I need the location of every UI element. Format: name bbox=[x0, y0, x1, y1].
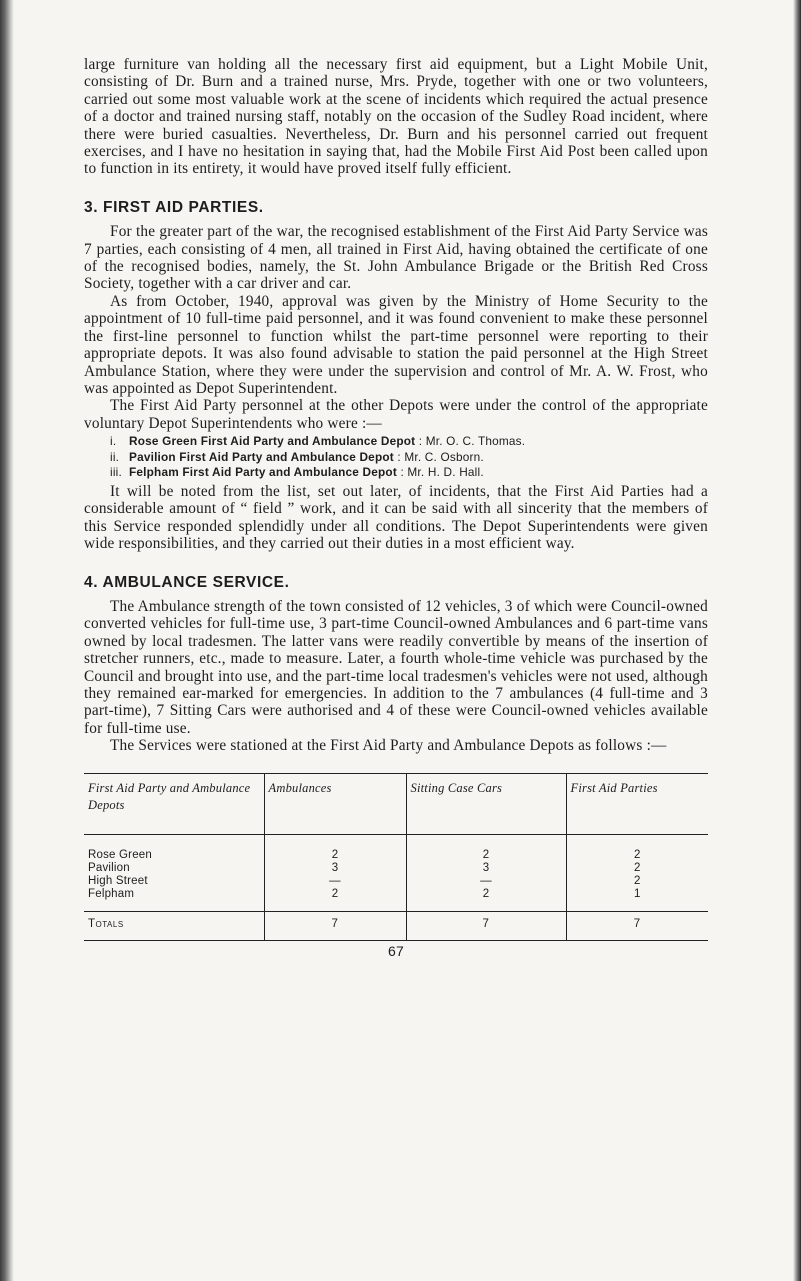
column-header-depots: First Aid Party and Ambulance Depots bbox=[84, 773, 264, 835]
table-row bbox=[84, 875, 708, 888]
total-sitting-cars: 7 bbox=[406, 912, 566, 941]
table-row bbox=[84, 888, 708, 912]
section-3-paragraph-2: As from October, 1940, approval was given by the Ministry of Home Security to the appointment of 10 full-time paid personnel, and it was found convenient to make these personnel the first-line personnel to function whilst the part-time personnel were reporting to their appropriate depots. It was also found advisable to station the paid personnel at the High Street Ambulance Station, where they were under the supervision and control of Mr. A. W. Frost, who was appointed as Depot Superintendent. bbox=[84, 292, 708, 397]
column-header-sitting-cars: Sitting Case Cars bbox=[406, 773, 566, 835]
totals-label: Totals bbox=[84, 912, 264, 941]
continued-paragraph: large furniture van holding all the necessary first aid equipment, but a Light Mobile Unit, consisting of Dr. Burn and a trained nurse, Mrs. Pryde, together with one or two volunteers, carried out some most valuable work at the scene of incidents which required the actual presence of a doctor and trained nursing staff, notably on the occasion of the Sudley Road incident, where there were buried casualties. Nevertheless, Dr. Burn and his personnel carried out frequent exercises, and I have no hesitation in saying that, had the Mobile First Aid Post been called upon to function in its entirety, it would have proved itself fully efficient. bbox=[84, 56, 708, 178]
scan-shadow-right bbox=[793, 0, 801, 1281]
parties-cell: 2 bbox=[566, 875, 708, 888]
depot-officer: : Mr. H. D. Hall. bbox=[400, 465, 484, 480]
list-numeral: iii. bbox=[110, 465, 122, 480]
depot-cell: High Street bbox=[88, 875, 148, 888]
parties-cell: 1 bbox=[566, 888, 708, 912]
section-3-paragraph-1: For the greater part of the war, the recognised establishment of the First Aid Party Service was 7 parties, each consisting of 4 men, all trained in First Aid, having obtained the certificate of one of the recognised bodies, namely, the St. John Ambulance Brigade or the British Red Cross Society, together with a car driver and car. bbox=[84, 223, 708, 293]
section-3-paragraph-4: It will be noted from the list, set out later, of incidents, that the First Aid Parties had a considerable amount of “ field ” work, and it can be said with all sincerity that the members of this Service responded splendidly under all conditions. The Depot Superintendents were given wide responsibilities, and they carried out their duties in a most efficient way. bbox=[84, 482, 708, 553]
depot-officer: : Mr. O. C. Thomas. bbox=[418, 434, 526, 449]
table-row bbox=[84, 835, 708, 863]
scan-shadow-left bbox=[0, 0, 14, 1281]
ambulances-cell: 2 bbox=[264, 888, 406, 912]
total-parties: 7 bbox=[566, 912, 708, 941]
parties-cell: 2 bbox=[566, 862, 708, 875]
column-header-first-aid-parties: First Aid Parties bbox=[566, 773, 708, 835]
ambulances-cell: 2 bbox=[264, 835, 406, 863]
list-numeral: i. bbox=[110, 434, 117, 449]
depot-list-item bbox=[110, 465, 708, 481]
table-header-row bbox=[84, 773, 708, 835]
services-table bbox=[84, 773, 708, 942]
depot-officer: : Mr. C. Osborn. bbox=[397, 449, 484, 464]
depot-list-item bbox=[110, 450, 708, 466]
depot-superintendent-list bbox=[110, 434, 708, 481]
depot-list-item bbox=[110, 434, 708, 450]
depot-cell: Felpham bbox=[88, 888, 135, 901]
totals-row bbox=[84, 912, 708, 941]
sitting-cars-cell: 3 bbox=[406, 862, 566, 875]
section-4-paragraph-1: The Ambulance strength of the town consisted of 12 vehicles, 3 of which were Council-owned converted vehicles for full-time use, 3 part-time Council-owned Ambulances and 6 part-time vans owned by local tradesmen. The latter vans were readily convertible by means of the insertion of stretcher runners, etc., made to measure. Later, a fourth whole-time vehicle was purchased by the Council and brought into use, and the part-time local tradesmen's vehicles were not used, although they remained ear-marked for emergencies. In addition to the 7 ambulances (4 full-time and 3 part-time), 7 Sitting Cars were authorised and 4 of these were Council-owned vehicles available for full-time use. bbox=[84, 597, 708, 737]
sitting-cars-cell: 2 bbox=[406, 835, 566, 863]
table-row bbox=[84, 862, 708, 875]
section-4-heading: 4. AMBULANCE SERVICE. bbox=[84, 573, 290, 591]
parties-cell: 2 bbox=[566, 835, 708, 863]
section-3-paragraph-3: The First Aid Party personnel at the other Depots were under the control of the appropriate voluntary Depot Superintendents who were :— bbox=[84, 397, 708, 432]
sitting-cars-cell: 2 bbox=[406, 888, 566, 912]
list-numeral: ii. bbox=[110, 449, 120, 464]
ambulances-cell: 3 bbox=[264, 862, 406, 875]
column-header-ambulances: Ambulances bbox=[264, 773, 406, 835]
sitting-cars-cell: — bbox=[406, 875, 566, 888]
total-ambulances: 7 bbox=[264, 912, 406, 941]
ambulances-cell: — bbox=[264, 875, 406, 888]
depot-name: Rose Green First Aid Party and Ambulance Depot bbox=[129, 434, 416, 449]
depot-name: Pavilion First Aid Party and Ambulance Depot bbox=[129, 449, 394, 464]
document-page bbox=[84, 56, 708, 961]
section-4-paragraph-2: The Services were stationed at the First Aid Party and Ambulance Depots as follows :— bbox=[110, 737, 667, 755]
depot-cell: Pavilion bbox=[88, 862, 130, 875]
section-3-heading: 3. FIRST AID PARTIES. bbox=[84, 198, 264, 216]
depot-name: Felpham First Aid Party and Ambulance Depot bbox=[129, 465, 397, 480]
depot-cell: Rose Green bbox=[88, 849, 153, 862]
page-number: 67 bbox=[388, 943, 404, 960]
